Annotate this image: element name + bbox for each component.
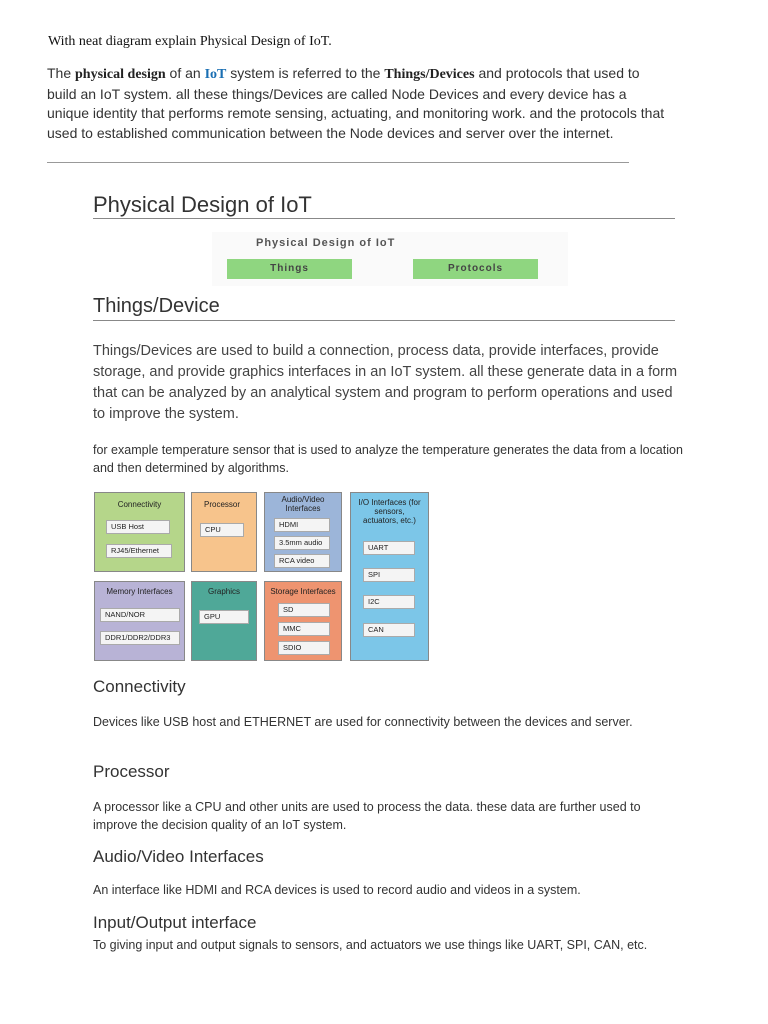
- intro-link-iot[interactable]: IoT: [204, 67, 227, 82]
- heading-underline: [93, 218, 675, 219]
- heading-underline: [93, 320, 675, 321]
- diagram-title: Physical Design of IoT: [256, 237, 396, 249]
- chip-spi: SPI: [363, 568, 415, 582]
- block-io-interfaces: [350, 492, 429, 661]
- intro-text-4: and protocols that used to build an IoT system. all these things/Devices are called Node Devices and every device has a unique identity that performs remote sensing, actuating, and monitoring work. and the protocols that used to established communication between the Node devices and server over the internet.: [47, 65, 665, 141]
- main-heading: Physical Design of IoT: [93, 192, 312, 217]
- chip-uart: UART: [363, 541, 415, 555]
- section-text-processor: A processor like a CPU and other units are used to process the data. these data are further used to improve the decision quality of an IoT system.: [93, 800, 641, 832]
- chip-nand: NAND/NOR: [100, 608, 180, 622]
- section-heading-audio-video: Audio/Video Interfaces: [93, 847, 264, 866]
- block-memory: [94, 581, 185, 661]
- section-heading-processor: Processor: [93, 762, 170, 781]
- intro-text-1: The: [47, 65, 76, 81]
- section-text-io: To giving input and output signals to sensors, and actuators we use things like UART, SPI, CAN, etc.: [93, 938, 648, 952]
- question-heading: With neat diagram explain Physical Design of IoT.: [48, 34, 332, 49]
- chip-usb-host: USB Host: [106, 520, 170, 534]
- intro-bold-physical-design: physical design: [75, 67, 166, 82]
- chip-gpu: GPU: [199, 610, 249, 624]
- block-title: Audio/Video Interfaces: [281, 495, 325, 513]
- block-title: Memory Interfaces: [106, 587, 173, 596]
- intro-bold-things-devices: Things/Devices: [384, 67, 475, 82]
- block-processor: [191, 492, 257, 572]
- section-heading-connectivity: Connectivity: [93, 677, 186, 696]
- block-title: Processor: [204, 500, 241, 509]
- block-connectivity: [94, 492, 185, 572]
- chip-rj45: RJ45/Ethernet: [106, 544, 172, 558]
- chip-mmc: MMC: [278, 622, 330, 636]
- divider: [47, 162, 629, 163]
- chip-hdmi: HDMI: [274, 518, 330, 532]
- chip-audio: 3.5mm audio: [274, 536, 330, 550]
- block-audio-video: [264, 492, 342, 572]
- diagram-protocols-box: Protocols: [413, 259, 538, 279]
- physical-design-diagram: [212, 232, 568, 286]
- block-title: Graphics: [207, 587, 240, 596]
- section-text-audio-video: An interface like HDMI and RCA devices is used to record audio and videos in a system.: [93, 883, 581, 897]
- device-blocks-diagram: [93, 490, 430, 662]
- block-graphics: [191, 581, 257, 661]
- block-title: Storage Interfaces: [270, 587, 336, 596]
- chip-cpu: CPU: [200, 523, 244, 537]
- block-storage: [264, 581, 342, 661]
- chip-sdio: SDIO: [278, 641, 330, 655]
- chip-can: CAN: [363, 623, 415, 637]
- block-title: Connectivity: [117, 500, 162, 509]
- chip-rca: RCA video: [274, 554, 330, 568]
- section-text-connectivity: Devices like USB host and ETHERNET are used for connectivity between the devices and server.: [93, 715, 633, 729]
- chip-sd: SD: [278, 603, 330, 617]
- example-paragraph: for example temperature sensor that is used to analyze the temperature generates the data from a location and then determined by algorithms.: [93, 443, 683, 475]
- things-paragraph: Things/Devices are used to build a connection, process data, provide interfaces, provide storage, and provide graphics interfaces in an IoT system. all these generate data in a form that can be analyzed by an analytical system and program to perform operations and used to improve the system.: [93, 343, 678, 422]
- chip-ddr: DDR1/DDR2/DDR3: [100, 631, 180, 645]
- section-heading-io: Input/Output interface: [93, 913, 257, 932]
- intro-text-3: system is referred to the: [226, 65, 385, 81]
- things-heading: Things/Device: [93, 295, 220, 317]
- chip-i2c: I2C: [363, 595, 415, 609]
- block-title: I/O Interfaces (for sensors, actuators, etc.): [358, 498, 421, 525]
- diagram-things-box: Things: [227, 259, 352, 279]
- intro-paragraph: [47, 64, 667, 143]
- intro-text-2: of an: [165, 65, 205, 81]
